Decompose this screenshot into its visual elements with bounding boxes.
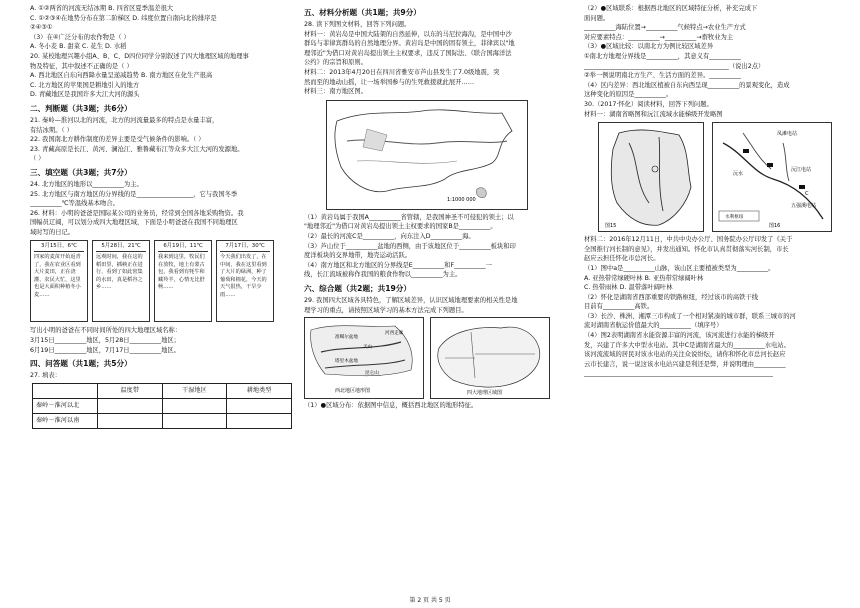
section-qa-title: 四、问答题（共1题；共5分） <box>30 359 132 369</box>
question-line: 有结冰期。（ ） <box>30 126 73 134</box>
label-junggar: 准噶尔盆地 <box>335 335 358 341</box>
question-line: 目前有__________高铁。 <box>584 303 654 311</box>
south-china-map-drawing <box>327 101 527 209</box>
question-line: 材料一：湖南省略图和沅江流域水能梯级开发略图 <box>584 110 723 118</box>
judge-questions <box>30 116 292 164</box>
question-line: （1）黄岩岛属于我国A__________省管辖，是我国神圣不可侵犯的领土；以 <box>304 213 514 221</box>
diary-rings <box>216 253 219 315</box>
material-line: 群岛与菲律宾群岛的自然地理分界。黄岩岛是中国的固有领土，菲律宾以"地 <box>304 40 515 48</box>
question-line: （2）怀化是湖南省西部重要的铁路枢纽，经过该市的高铁干线 <box>584 293 759 301</box>
table-input-cell[interactable] <box>162 398 227 413</box>
hunan-map-drawing <box>599 123 703 231</box>
question-line: C. 北方地区的苹果国是耕地引入的地方 <box>30 81 140 89</box>
question-line: 23. 青藏高原是长江、黄河、澜沧江、雅鲁藏布江等众多大江大河的发源地。 <box>30 145 244 153</box>
northwest-terrain-map <box>304 317 424 399</box>
question-line: ②④③① <box>30 24 53 32</box>
fill-table <box>32 383 292 429</box>
question-19-20 <box>30 4 292 100</box>
table-row <box>33 398 292 413</box>
question-line: A. 冬小麦 B. 甜菜 C. 花生 D. 水稻 <box>30 43 127 51</box>
south-china-map <box>326 100 528 210</box>
question-line: D. 青藏地区是我国许多大江大河的源头 <box>30 91 140 99</box>
question-line: 国幅员辽阔，可以划分成四大地理区域，下面是小明爸爸在我国不同地理区 <box>30 219 238 227</box>
question-line: 赵应云担任怀化市总河长。 <box>584 255 660 263</box>
diary-text: 远观时间，我在这的稻田里，插秧正在进行，看到了如此密集的水田，真是稻谷之乡…… <box>96 254 143 291</box>
q29-1: （1）●区域分布：依据图中信息，概括西北地区的地形特征。 <box>304 402 478 410</box>
diary-rings <box>92 253 95 315</box>
question-line: ____________________________________________________________ <box>584 370 773 378</box>
label-wuqiangxi: 五强溪电站 <box>791 203 817 210</box>
material-line: 28. 读下列图文材料，回答下列问题。 <box>304 21 411 28</box>
q27-title: 27. 填表： <box>30 372 61 380</box>
question-line: 云市长建言，说一说这该水电站兴建是利还是弊，并说明理由__________ <box>584 360 786 368</box>
label-c: C <box>805 191 809 198</box>
diary-notes <box>30 240 292 322</box>
section-material-title: 五、材料分析题（共1题；共9分） <box>304 8 421 17</box>
question-line: 域时写的日记。 <box>30 228 75 236</box>
q30-text <box>584 235 846 379</box>
diary-date: 7月17日，30℃ <box>220 243 270 252</box>
question-line: 3月15日__________地区，5月28日__________地区； <box>30 337 180 345</box>
question-line: 物及特征，其中叙述不正确的是（ ） <box>30 62 133 70</box>
table-header-row <box>33 383 292 398</box>
label-kunlun: 昆仑山 <box>365 371 379 377</box>
diary-text: 四家的麦苗开始返青了，我在农业区看到大片麦田，正在浇灌，农民大忙，这里也是大面积种植冬小麦…… <box>34 254 81 299</box>
question-line: __________℃等温线基本吻合。 <box>30 200 119 208</box>
label-tianshan: 天山 <box>363 345 373 351</box>
diary-date: 5月28日，21℃ <box>96 243 146 252</box>
question-line: 21. 秦岭—淮河以北的河流，北方的河流量最多的特点是水量丰富， <box>30 116 219 124</box>
map3-caption: 四大地理区域图 <box>467 390 503 397</box>
question-line: 25. 北方地区与南方地区的分界线的是__________________，它与我国冬季 <box>30 190 238 198</box>
table-header-cell <box>33 383 98 398</box>
question-line: ①南北方地理分界线是__________，其意义有__________ <box>584 52 741 60</box>
question-line: （4）图2表明湖南省水能资源丰富的河流，该河流进行水能的梯级开 <box>584 332 775 340</box>
question-line: A. 亚热带常绿硬叶林 B. 亚热带常绿阔叶林 <box>584 274 704 282</box>
question-line: 29. 我国四大区域各具特色，了解区域差异，认识区域地理要素的相关性是地 <box>304 296 518 304</box>
q29-q30-text <box>584 4 846 119</box>
q29-text <box>304 296 566 315</box>
page-number: 第 2 页 共 5 页 <box>409 597 451 604</box>
question-line: 线，长江流域被称作我国的粮食作物以__________为主。 <box>304 271 462 279</box>
question-line: 26. 材料：小明的爸爸是国际某公司的业务员，经常到全国各地采购物资。我 <box>30 209 244 217</box>
question-line: C. ①②③④在地势分布在第二阶梯区 D. 纬度位置自南向北的排序是 <box>30 14 217 22</box>
question-line: （3）长沙、株洲、湘潭三市构成了一个相对紧凑的城市群，联系三城市的河 <box>584 312 796 320</box>
table-input-cell[interactable] <box>162 413 227 428</box>
map2-caption: 西北地区地形图 <box>335 388 371 395</box>
column-left <box>30 4 292 429</box>
four-regions-drawing <box>431 318 549 398</box>
column-right <box>584 4 846 379</box>
question-line: C. 热带雨林 D. 温带落叶阔叶林 <box>584 284 673 292</box>
label-tarim: 塔里木盆地 <box>335 359 358 365</box>
question-line: "地理邻近"为借口对黄岩岛提出领土主权要求的国家B是__________。 <box>304 223 497 231</box>
question-line: 度洋板块的交界地带，地壳运动活跃。 <box>304 252 412 260</box>
diary-note <box>216 240 274 322</box>
table-input-cell[interactable] <box>227 398 292 413</box>
hunan-map <box>598 122 704 232</box>
question-line: 写出小明的爸爸在不同时间所处的四大地理区域名称： <box>30 327 182 335</box>
table-row-label: 秦岭－淮河以北 <box>33 398 98 413</box>
question-line: 对应要素特点：__________→__________→畜牧业为主 <box>584 33 734 41</box>
question-line: （ ） <box>30 155 45 163</box>
map-right-caption: 图16 <box>769 223 781 230</box>
fill-questions <box>30 180 292 238</box>
four-regions-map <box>430 317 550 399</box>
label-yuanjiang-station: 沅江电站 <box>791 167 812 174</box>
table-header-cell: 温度带 <box>97 383 162 398</box>
question-line: 30.（2017·怀化）阅读材料，回答下列问题。 <box>584 100 713 108</box>
table-header-cell: 干湿地区 <box>162 383 227 398</box>
question-line: 24. 北方地区的地形以__________为主。 <box>30 180 143 188</box>
map-scale: 1:1000 000 <box>447 196 476 203</box>
map-left-caption: 图15 <box>605 223 617 230</box>
yuanjiang-map-drawing <box>713 123 831 231</box>
question-line: （3）在④广泛分布的农作物是（ ） <box>30 33 130 41</box>
northwest-map-drawing <box>305 318 423 398</box>
label-fengtan: 凤滩电站 <box>777 131 798 138</box>
material-line: 材料二：2013年4月20日在四川省雅安市芦山县发生了7.0级地震，突 <box>304 68 500 76</box>
material-line: 材料一：黄岩岛是中国大陆架的自然延伸，以东的马尼拉海沟，是中国中沙 <box>304 30 512 38</box>
material-line: 材料三：南方地区图。 <box>304 88 367 96</box>
section-comprehensive-title: 六、综合题（共2题；共19分） <box>304 283 411 293</box>
question-line: ②举一例说明南北方生产、生活方面的差异。__________ <box>584 72 741 80</box>
diary-questions <box>30 326 292 355</box>
diary-note <box>92 240 150 322</box>
table-input-cell[interactable] <box>227 413 292 428</box>
question-line: （1）图中a是__________山脉，该山区主要植被类型为__________。 <box>584 264 775 272</box>
question-line: 该河流流域的居民对该水电站的关注众说纷纭，请你和怀化市总河长赵应 <box>584 351 786 359</box>
table-input-cell[interactable] <box>97 413 162 428</box>
material-line: 理邻近"为借口对黄岩岛提出领土主权要求，违反了国际法、《联合国海洋法 <box>304 49 512 57</box>
question-line: 6月19日__________地区，7月17日__________地区。 <box>30 346 180 354</box>
legend-hydro: 水利枢纽 <box>725 215 744 221</box>
material-questions <box>304 213 566 280</box>
question-line: A. 西北地区自东向西降水量呈递减趋势 B. 南方地区在化生产很高 <box>30 72 213 80</box>
section-fill-title: 三、填空题（共3题；共7分） <box>30 167 132 177</box>
diary-date: 3月15日，6℃ <box>34 243 84 252</box>
diary-rings <box>154 253 157 315</box>
diary-rings <box>30 253 33 315</box>
table-row-label: 秦岭－淮河以南 <box>33 413 98 428</box>
question-line: 发，兴建了许多大中型水电站。其中C是湖南省最大的__________水电站。 <box>584 341 790 349</box>
question-line: 流对湖南省航运价值最大的__________（填序号） <box>584 322 723 330</box>
question-line: 理学习的重点，请按照区域学习的基本方法完成下列题目。 <box>304 306 468 314</box>
material-line: 公约》的宗旨和原则。 <box>304 59 367 67</box>
yuanjiang-map <box>712 122 832 232</box>
material-text <box>304 20 566 97</box>
question-line: __________海陆位置→__________气候特点→农业生产方式 <box>584 24 746 32</box>
section-judge-title: 二、判断题（共3题；共6分） <box>30 103 132 113</box>
question-line: ______________________________________________（说出2点） <box>584 62 765 70</box>
question-line: 面问题。 <box>584 14 610 22</box>
label-yuanshui: 沅水 <box>733 171 744 178</box>
diary-text: 我来到这里，牧民们在放牧，地上有蒙古包，我看到有牦牛和藏羚羊，心情无比舒畅…… <box>158 254 205 291</box>
question-line: 20. 某校地理兴趣小组A、B、C、D四位同学分别叙述了四大地理区域的地理事 <box>30 52 249 60</box>
question-line: （4）区内差异：西北地区植被自东向西呈现__________的景观变化，造成 <box>584 81 790 89</box>
question-line: A. ①②两省的河流无结冰期 B. 四省区夏季温差很大 <box>30 5 174 12</box>
question-line: （2）●区域联系：根据西北地区的区域特征分析，补充完成下 <box>584 5 758 12</box>
material-line: 然而至的地动山摇，让一场举国参与的生死救援就此展开…… <box>304 78 475 86</box>
question-line: （3）芦山位于__________盆地的西侧，由于该地区位于__________板块和印 <box>304 242 516 250</box>
question-line: 这种变化的原因是__________。 <box>584 91 673 99</box>
diary-date: 6月19日，11℃ <box>158 243 208 252</box>
question-line: （2）最长的河流C是__________，向东注入D__________海。 <box>304 232 475 240</box>
table-input-cell[interactable] <box>97 398 162 413</box>
question-line: （3）●区域比较：以南北方为例比较区域差异 <box>584 43 714 51</box>
diary-note <box>30 240 88 322</box>
diary-text: 今天我们出发了，在中间，我在这里看到了大片的绿洲，种了葡萄和棉花，今天的天气很热，干旱少雨…… <box>220 254 267 299</box>
column-middle <box>304 4 566 411</box>
label-hexi: 河西走廊 <box>385 331 404 337</box>
table-row <box>33 413 292 428</box>
question-line: 全国推行河长制的意见》，并发出通知。怀化市认真贯彻落实河长制，市长 <box>584 245 789 253</box>
table-header-cell: 耕地类型 <box>227 383 292 398</box>
question-line: （4）南方地区和北方地区的分界线是E__________和F__________一 <box>304 261 492 269</box>
diary-note <box>154 240 212 322</box>
question-line: 材料二：2016年12月11日，中共中央办公厅、国务院办公厅印发了《关于 <box>584 236 793 244</box>
question-line: 22. 我国南北方耕作制度的差异主要是受气候条件的影响。（ ） <box>30 136 205 144</box>
